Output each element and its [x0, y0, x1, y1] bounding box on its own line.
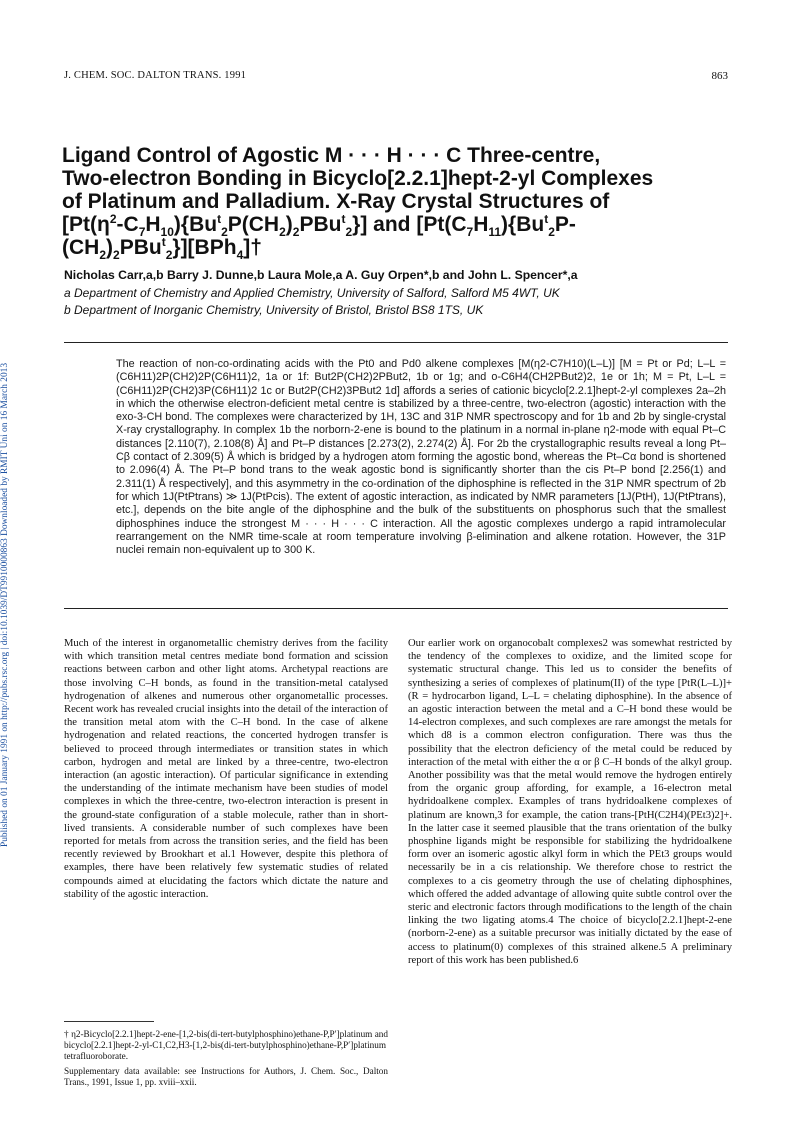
author-list: Nicholas Carr,a,b Barry J. Dunne,b Laura Mole,a A. Guy Orpen*,b and John L. Spencer*,a [64, 268, 578, 282]
page-number: 863 [711, 70, 728, 82]
title-line-3: of Platinum and Palladium. X-Ray Crystal Structures of [62, 190, 610, 213]
abstract-sentence-3: The extent of agostic interaction, as indicated by NMR parameters [1J(PtH), 1J(PtPtrans), etc.], depends on the bite angle of the diphosphine and the bulk of the substituents on phosphorus such that the smallest diphosphines induce the strongest M · · · H · · · C interaction. All the agostic complexes undergo a rapid intramolecular rearrangement on the NMR time-scale at room temperature involving β-elimination and alkene rotation. However, the 31P nuclei remain non-equivalent up to 300 K. [116, 490, 726, 557]
affiliation-bristol: b Department of Inorganic Chemistry, University of Bristol, Bristol BS8 1TS, UK [64, 303, 484, 317]
title-line-1: Ligand Control of Agostic M · · · H · · · C Three-centre, [62, 144, 601, 167]
abstract [116, 358, 726, 557]
download-provenance-note: Published on 01 January 1991 on http://pubs.rsc.org | doi:10.1039/DT9910000863 Downloaded by RMIT Uni on 16 March 2013 [0, 362, 10, 848]
footnote-supplementary: Supplementary data available: see Instructions for Authors, J. Chem. Soc., Dalton Trans., 1991, Issue 1, pp. xviii–xxii. [64, 1066, 388, 1087]
abstract-sentence-2: The complexes were characterized by 1H, 13C and 31P NMR spectroscopy and for 1b and 2b by single-crystal X-ray crystallography. In complex 1b the norborn-2-ene is bound to the platinum in a normal in-plane η2-mode with equal Pt–C distances [2.110(7), 2.108(8) Å] and Pt–P distances [2.273(2), 2.274(2) Å]. For 2b the crystallographic results reveal a long Pt–Cβ contact of 2.309(5) Å which is bridged by a hydrogen atom forming the agostic bond, whereas the Pt–Cα bond is shortened to 2.096(4) Å. The Pt–P bond trans to the weak agostic bond is significantly shorter than the cis Pt–P bond [2.256(1) and 2.311(1) Å respectively], and this asymmetry in the co-ordination of the diphosphine is reflected in the 31P NMR spectrum of 2b for which 1J(PtPtrans) ≫ 1J(PtPcis). [116, 411, 727, 503]
affiliation-salford: a Department of Chemistry and Applied Chemistry, University of Salford, Salford M5 4WT, UK [64, 286, 560, 300]
body-column-right [408, 637, 732, 967]
article-title [62, 144, 742, 263]
body-column-left [64, 637, 388, 901]
intro-paragraph-2: Our earlier work on organocobalt complexes2 was somewhat restricted by the tendency of the complexes to oxidize, and the limited scope for systematic structural change. This led us to consider the benefits of synthesizing a series of complexes of platinum(II) of the type [PtR(L–L)]+ (R = hydrocarbon ligand, L–L = chelating diphosphine). In the absence of an agostic interaction between the metal and a C–H bond these would be 14-electron complexes, and such complexes are rare amongst the metals for which d8 is a common electron configuration. There was thus the possibility that the electron deficiency of the metal could be reduced by interaction of the metal with either the α or β C–H bonds of the alkyl group. Another possibility was that the metal would remove the hydrogen entirely from the organic group affording, for example, a 16-electron metal hydridoalkene complex. Examples of trans hydridoalkene complexes of platinum are known,3 for example, the cation trans-[PtH(C2H4)(PEt3)2]+. In the latter case it seemed plausible that the trans orientation of the bulky phosphine ligands might be responsible for stabilizing the hydridoalkene form over an isomeric agostic alkyl form in which the PEt3 groups would necessarily be in a cis relationship. We therefore chose to restrict the complexes to a cis geometry through the use of chelating diphosphines, which offered the added advantage of allowing quite subtle control over the steric and electronic factors through modifications to the length of the chain linking the two ligating atoms.4 The choice of bicyclo[2.2.1]hept-2-ene (norborn-2-ene) as a suitable precursor was initially dictated by the ease of access to platinum(0) complexes of this strained alkene.5 A preliminary report of this work has been published.6 [408, 638, 732, 966]
title-line-4: $[Pt(\eta^2-C_7H_{10})\{Bu^t_2P(CH_2)_2PBu^t_2\}]$ and [$Pt(C_7H_{11})\{Bu^t_2P-$ [62, 212, 576, 240]
intro-paragraph-1: Much of the interest in organometallic chemistry derives from the facility with which transition metal centres mediate bond formation and scission reactions between carbon and other light atoms. Archetypal reactions are those involving C–H bonds, as found in the transition-metal catalysed hydrogenation of alkenes and numerous other organometallic processes. Recent work has revealed crucial insights into the detail of the interaction of the transition metal atom with the C–H bond. In the case of alkene hydrogenation and related reactions, the concerted hydrogen transfer is believed to proceed through intermediates or transition states in which carbon, hydrogen and metal are linked by a three-centre, two-electron interaction (an agostic interaction). Of particular significance in extending the understanding of the intimate mechanism have been studies of model complexes in which the three-centre, two-electron interaction is present in the ground-state configuration of a stable molecule, rather than in short-lived transients. A considerable number of such complexes have been reported for metals from across the transition series, and the field has been recently reviewed by Brookhart et al.1 However, despite this plethora of examples, there have been relatively few systematic studies of related compounds aimed at elucidating the factors which dictate the nature and stability of the agostic interaction. [64, 638, 388, 900]
title-line-2: Two-electron Bonding in Bicyclo[2.2.1]hept-2-yl Complexes [62, 167, 654, 190]
journal-header: J. CHEM. SOC. DALTON TRANS. 1991 [64, 70, 247, 81]
footnote-rule [64, 1021, 154, 1022]
footnote-dagger: † η2-Bicyclo[2.2.1]hept-2-ene-[1,2-bis(di-tert-butylphosphino)ethane-P,P′]platinum and bicyclo[2.2.1]hept-2-yl-C1,C2,H3-[1,2-bis(di-tert-butylphosphino)ethane-P,P′]platinum tetrafluoroborate. [64, 1029, 388, 1061]
abstract-bottom-rule [64, 608, 728, 609]
abstract-sentence-1: The reaction of non-co-ordinating acids with the Pt0 and Pd0 alkene complexes [M(η2-C7H10)(L–L)] [M = Pt or Pd; L–L = (C6H11)2P(CH2)2P(C6H11)2, 1a or 1f: But2P(CH2)2PBut2, 1b or 1g; and o-C6H4(CH2PBut2)2, 1e or 1h; M = Pt, L–L = (C6H11)2P(CH2)3P(C6H11)2 1c or But2P(CH2)3PBut2 1d] affords a series of cationic bicyclo[2.2.1]hept-2-yl complexes 2a–2h in which the otherwise electron-deficient metal centre is stabilized by a three-centre, two-electron (agostic) interaction with the exo-3-CH bond. [116, 358, 726, 424]
title-line-5: $(CH_2)_2PBu^t_2\}][BPh_4]\dagger$ [62, 235, 262, 263]
abstract-top-rule [64, 342, 728, 343]
